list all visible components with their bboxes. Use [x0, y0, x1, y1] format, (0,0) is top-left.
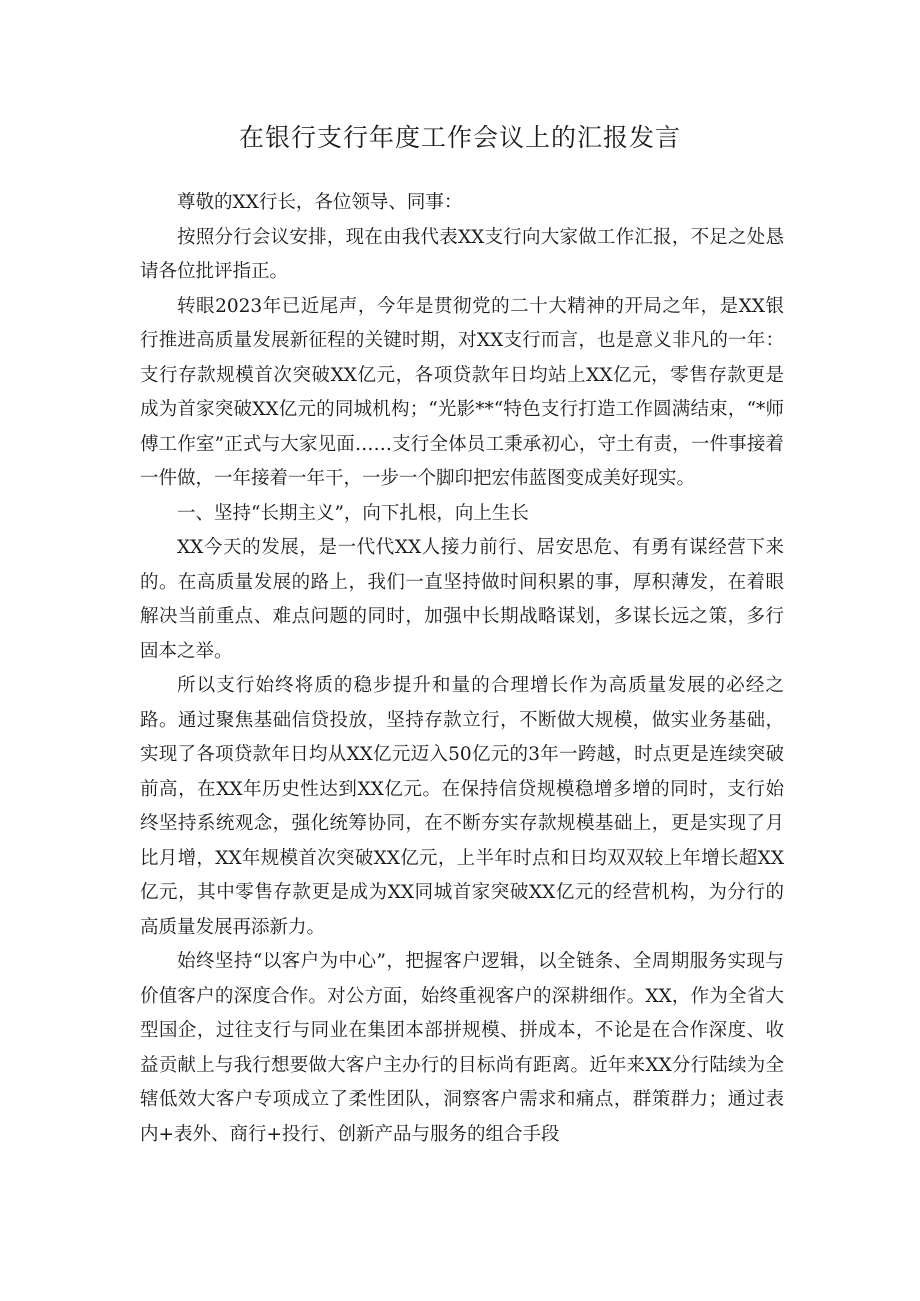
document-body [140, 186, 784, 1152]
body-paragraph: 所以支行始终将质的稳步提升和量的合理增长作为高质量发展的必经之路。通过聚焦基础信贷投放，坚持存款立行，不断做大规模，做实业务基础，实现了各项贷款年日均从XX亿元迈入50亿元的3年一跨越，时点更是连续突破前高，在XX年历史性达到XX亿元。在保持信贷规模稳增多增的同时，支行始终坚持系统观念，强化统筹协同，在不断夯实存款规模基础上，更是实现了月比月增，XX年规模首次突破XX亿元，上半年时点和日均双双较上年增长超XX亿元，其中零售存款更是成为XX同城首家突破XX亿元的经营机构，为分行的高质量发展再添新力。 [140, 675, 784, 938]
summary-paragraph: 转眼2023年已近尾声，今年是贯彻党的二十大精神的开局之年，是XX银行推进高质量发展新征程的关键时期，对XX支行而言，也是意义非凡的一年：支行存款规模首次突破XX亿元，各项贷款年日均站上XX亿元，零售存款更是成为首家突破XX亿元的同城机构；“光影**“特色支行打造工作圆满结束，“*师傅工作室”正式与大家见面……支行全体员工秉承初心，守土有责，一件事接着一件做，一年接着一年干，一步一个脚印把宏伟蓝图变成美好现实。 [140, 295, 784, 489]
section-heading: 一、坚持“长期主义”，向下扎根，向上生长 [177, 502, 529, 524]
body-paragraph: 始终坚持“以客户为中心”，把握客户逻辑，以全链条、全周期服务实现与价值客户的深度合作。对公方面，始终重视客户的深耕细作。XX，作为全省大型国企，过往支行与同业在集团本部拼规模、拼成本，不论是在合作深度、收益贡献上与我行想要做大客户主办行的目标尚有距离。近年来XX分行陆续为全辖低效大客户专项成立了柔性团队，洞察客户需求和痛点，群策群力；通过表内+表外、商行+投行、创新产品与服务的组合手段 [140, 951, 784, 1145]
body-paragraph: XX今天的发展，是一代代XX人接力前行、居安思危、有勇有谋经营下来的。在高质量发展的路上，我们一直坚持做时间积累的事，厚积薄发，在着眼解决当前重点、难点问题的同时，加强中长期战略谋划，多谋长远之策，多行固本之举。 [140, 537, 784, 662]
salutation-paragraph: 尊敬的XX行长，各位领导、同事： [177, 192, 463, 213]
opening-paragraph: 按照分行会议安排，现在由我代表XX支行向大家做工作汇报，不足之处恳请各位批评指正。 [140, 226, 784, 282]
document-title: 在银行支行年度工作会议上的汇报发言 [238, 123, 681, 152]
